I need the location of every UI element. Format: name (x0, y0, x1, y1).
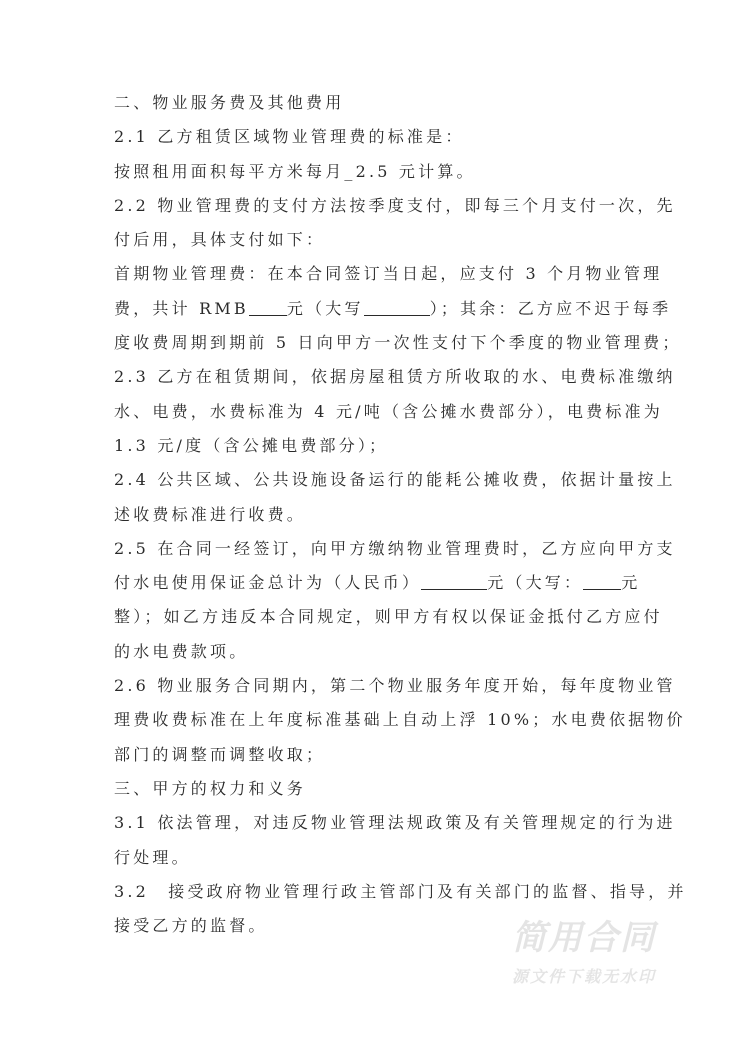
clause-2-3-line-3: 1.3 元/度（含公摊电费部分）； (114, 435, 389, 455)
text: ）；其余：乙方应不迟于每季 (429, 298, 672, 318)
clause-2-3-line-1: 2.3 乙方在租赁期间，依据房屋租赁方所收取的水、电费标准缴纳 (114, 367, 676, 387)
clause-2-1-line-2: 按照租用面积每平方米每月_2.5 元计算。 (114, 161, 476, 181)
watermark-slogan: 源文件下载无水印 (512, 967, 657, 986)
deposit-amount-blank (421, 573, 487, 590)
clause-2-2-line-4 (114, 292, 672, 326)
clause-2-2-line-2: 付后用，具体支付如下： (114, 230, 326, 250)
text: 元（大写： (487, 573, 584, 593)
clause-2-2-line-1: 2.2 物业管理费的支付方法按季度支付，即每三个月支付一次，先 (114, 195, 676, 215)
clause-2-3-line-2: 水、电费，水费标准为 4 元/吨（含公摊水费部分），电费标准为 (114, 401, 663, 421)
clause-2-5-line-2 (114, 566, 654, 600)
watermark-brand: 简用合同 (512, 918, 656, 958)
deposit-words-blank (583, 573, 621, 590)
clause-2-6-line-2: 理费收费标准在上年度标准基础上自动上浮 10%；水电费依据物价 (114, 710, 686, 730)
document-page (114, 86, 687, 943)
text: 付水电使用保证金总计为（人民币） (114, 573, 422, 593)
clause-2-4-line-1: 2.4 公共区域、公共设施设备运行的能耗公摊收费，依据计量按上 (114, 470, 676, 490)
clause-2-6-line-1: 2.6 物业服务合同期内，第二个物业服务年度开始，每年度物业管 (114, 676, 676, 696)
clause-3-1-line-2: 行处理。 (114, 847, 191, 867)
clause-3-2-line-2: 接受乙方的监督。 (114, 916, 268, 936)
clause-2-5-line-4: 的水电费款项。 (114, 641, 249, 661)
amount-in-words-blank (364, 299, 430, 316)
text: 元（大写 (286, 298, 364, 318)
clause-2-2-line-3: 首期物业管理费：在本合同签订当日起，应支付 3 个月物业管理 (114, 264, 663, 284)
clause-2-5-line-3: 整）；如乙方违反本合同规定，则甲方有权以保证金抵付乙方应付 (114, 607, 663, 627)
clause-2-1-line-1: 2.1 乙方租赁区域物业管理费的标准是： (114, 127, 465, 147)
clause-3-2-line-1: 3.2 接受政府物业管理行政主管部门及有关部门的监督、指导，并 (114, 881, 687, 901)
watermark (512, 918, 712, 990)
clause-2-6-line-3: 部门的调整而调整收取； (114, 744, 326, 764)
text: 费，共计 RMB (114, 298, 249, 318)
text: 元 (621, 573, 641, 593)
clause-2-2-line-5: 度收费周期到期前 5 日向甲方一次性支付下个季度的物业管理费； (114, 333, 682, 353)
clause-3-1-line-1: 3.1 依法管理，对违反物业管理法规政策及有关管理规定的行为进 (114, 813, 676, 833)
rmb-amount-blank (249, 299, 287, 316)
clause-2-4-line-2: 述收费标准进行收费。 (114, 504, 307, 524)
section-3-heading: 三、甲方的权力和义务 (114, 778, 307, 798)
section-2-heading: 二、物业服务费及其他费用 (114, 93, 345, 112)
clause-2-5-line-1: 2.5 在合同一经签订，向甲方缴纳物业管理费时，乙方应向甲方支 (114, 538, 676, 558)
